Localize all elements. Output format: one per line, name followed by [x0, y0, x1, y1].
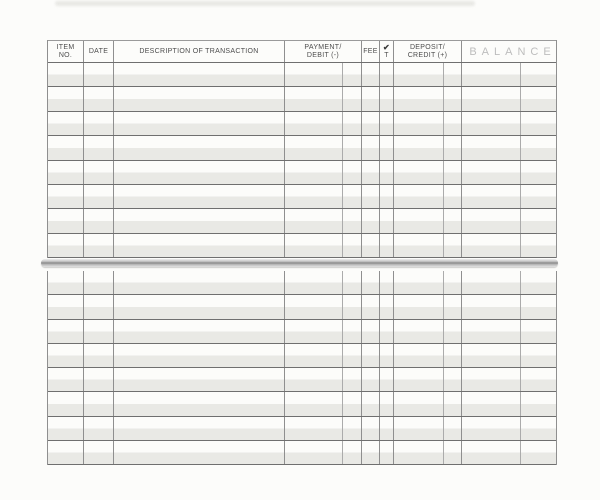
register-cell-bal-d — [462, 63, 521, 86]
register-cell-fee — [362, 63, 380, 86]
register-cell-chk — [380, 234, 394, 257]
register-cell-dep-c — [444, 161, 462, 184]
deposit-label-line1: DEPOSIT/ — [409, 43, 446, 51]
register-cell-date — [84, 209, 114, 232]
register-cell-chk — [380, 209, 394, 232]
register-cell-item — [48, 63, 84, 86]
register-cell-bal-d — [462, 344, 521, 367]
register-cell-pay-d — [285, 185, 343, 208]
register-row — [48, 63, 556, 87]
register-cell-date — [84, 136, 114, 159]
register-bottom-page — [47, 271, 557, 465]
register-cell-date — [84, 417, 114, 440]
register-cell-dep-c — [444, 417, 462, 440]
register-cell-chk — [380, 295, 394, 318]
register-cell-dep-d — [394, 295, 444, 318]
register-row — [48, 368, 556, 392]
item-no-label-line1: ITEM — [56, 43, 75, 51]
register-cell-dep-c — [444, 271, 462, 294]
register-row — [48, 344, 556, 368]
register-cell-pay-c — [343, 417, 362, 440]
fee-label: FEE — [363, 47, 378, 55]
register-cell-fee — [362, 392, 380, 415]
register-cell-pay-d — [285, 112, 343, 135]
date-label: DATE — [88, 47, 109, 55]
register-cell-dep-d — [394, 417, 444, 440]
register-cell-desc — [114, 320, 285, 343]
register-cell-item — [48, 185, 84, 208]
register-cell-dep-d — [394, 63, 444, 86]
register-cell-pay-d — [285, 271, 343, 294]
register-cell-dep-c — [444, 441, 462, 464]
register-cell-pay-d — [285, 368, 343, 391]
register-cell-dep-d — [394, 368, 444, 391]
register-cell-dep-d — [394, 344, 444, 367]
column-header-balance — [462, 41, 558, 62]
register-cell-bal-d — [462, 87, 521, 110]
register-row — [48, 136, 556, 160]
register-cell-date — [84, 112, 114, 135]
register-cell-dep-d — [394, 234, 444, 257]
register-cell-date — [84, 344, 114, 367]
register-cell-bal-c — [521, 185, 558, 208]
register-cell-item — [48, 320, 84, 343]
register-rows-top — [48, 63, 556, 258]
checkmark-icon: ✔ — [382, 42, 390, 52]
register-cell-dep-d — [394, 209, 444, 232]
register-cell-chk — [380, 344, 394, 367]
register-cell-pay-d — [285, 209, 343, 232]
register-row — [48, 320, 556, 344]
register-cell-chk — [380, 136, 394, 159]
register-cell-pay-d — [285, 87, 343, 110]
register-cell-pay-c — [343, 368, 362, 391]
register-cell-pay-c — [343, 87, 362, 110]
register-cell-bal-c — [521, 417, 558, 440]
payment-label-line1: PAYMENT/ — [304, 43, 342, 51]
register-cell-bal-c — [521, 161, 558, 184]
register-row — [48, 271, 556, 295]
register-cell-desc — [114, 441, 285, 464]
register-cell-pay-d — [285, 417, 343, 440]
register-cell-item — [48, 209, 84, 232]
register-cell-fee — [362, 295, 380, 318]
register-cell-bal-c — [521, 295, 558, 318]
register-cell-pay-c — [343, 344, 362, 367]
register-cell-pay-c — [343, 320, 362, 343]
register-header — [48, 40, 556, 63]
register-cell-item — [48, 271, 84, 294]
register-cell-bal-d — [462, 234, 521, 257]
register-row — [48, 234, 556, 258]
register-row — [48, 441, 556, 465]
register-cell-chk — [380, 87, 394, 110]
register-cell-dep-d — [394, 87, 444, 110]
register-cell-item — [48, 112, 84, 135]
register-cell-pay-d — [285, 320, 343, 343]
register-cell-date — [84, 392, 114, 415]
register-cell-fee — [362, 185, 380, 208]
register-cell-pay-c — [343, 185, 362, 208]
register-cell-chk — [380, 185, 394, 208]
register-row — [48, 209, 556, 233]
register-cell-pay-d — [285, 234, 343, 257]
register-cell-date — [84, 295, 114, 318]
register-top-page — [47, 40, 557, 258]
register-cell-bal-c — [521, 112, 558, 135]
register-cell-dep-c — [444, 234, 462, 257]
register-cell-bal-c — [521, 441, 558, 464]
register-cell-desc — [114, 209, 285, 232]
register-cell-fee — [362, 234, 380, 257]
register-cell-bal-d — [462, 392, 521, 415]
register-cell-dep-c — [444, 295, 462, 318]
register-cell-pay-c — [343, 112, 362, 135]
register-cell-bal-c — [521, 344, 558, 367]
register-cell-fee — [362, 271, 380, 294]
register-cell-date — [84, 87, 114, 110]
register-cell-desc — [114, 368, 285, 391]
register-cell-bal-c — [521, 271, 558, 294]
column-header-date — [84, 41, 114, 62]
item-no-label-line2: NO. — [58, 51, 73, 59]
register-cell-dep-d — [394, 136, 444, 159]
register-cell-chk — [380, 161, 394, 184]
register-cell-bal-c — [521, 136, 558, 159]
register-cell-fee — [362, 209, 380, 232]
register-cell-bal-c — [521, 209, 558, 232]
register-cell-item — [48, 344, 84, 367]
register-cell-fee — [362, 441, 380, 464]
column-header-item-no — [48, 41, 84, 62]
register-cell-fee — [362, 136, 380, 159]
register-cell-fee — [362, 87, 380, 110]
register-cell-desc — [114, 87, 285, 110]
register-cell-dep-d — [394, 441, 444, 464]
register-cell-pay-d — [285, 161, 343, 184]
register-cell-item — [48, 234, 84, 257]
register-cell-dep-d — [394, 112, 444, 135]
register-cell-item — [48, 417, 84, 440]
register-cell-dep-c — [444, 344, 462, 367]
register-cell-bal-d — [462, 441, 521, 464]
register-cell-desc — [114, 295, 285, 318]
register-cell-dep-d — [394, 161, 444, 184]
register-cell-dep-c — [444, 87, 462, 110]
register-cell-bal-d — [462, 271, 521, 294]
register-cell-chk — [380, 320, 394, 343]
register-cell-pay-d — [285, 392, 343, 415]
register-cell-item — [48, 295, 84, 318]
register-cell-fee — [362, 320, 380, 343]
register-cell-desc — [114, 271, 285, 294]
register-row — [48, 417, 556, 441]
register-cell-dep-d — [394, 320, 444, 343]
register-row — [48, 87, 556, 111]
register-cell-pay-c — [343, 209, 362, 232]
register-cell-fee — [362, 417, 380, 440]
register-cell-chk — [380, 392, 394, 415]
register-cell-bal-c — [521, 234, 558, 257]
register-cell-bal-d — [462, 209, 521, 232]
column-header-deposit-credit — [394, 41, 462, 62]
register-cell-desc — [114, 234, 285, 257]
register-cell-dep-c — [444, 185, 462, 208]
check-t-label: T — [384, 51, 389, 59]
register-rows-bottom — [48, 271, 556, 465]
register-cell-bal-c — [521, 392, 558, 415]
register-cell-dep-c — [444, 112, 462, 135]
register-cell-chk — [380, 368, 394, 391]
register-cell-pay-c — [343, 234, 362, 257]
register-cell-fee — [362, 112, 380, 135]
register-cell-date — [84, 368, 114, 391]
register-cell-dep-c — [444, 392, 462, 415]
register-cell-bal-c — [521, 87, 558, 110]
register-cell-item — [48, 161, 84, 184]
description-label: DESCRIPTION OF TRANSACTION — [139, 47, 259, 55]
column-header-payment-debit — [285, 41, 362, 62]
register-cell-item — [48, 87, 84, 110]
register-cell-date — [84, 185, 114, 208]
register-cell-dep-c — [444, 320, 462, 343]
register-cell-pay-c — [343, 271, 362, 294]
register-row — [48, 112, 556, 136]
register-cell-dep-d — [394, 185, 444, 208]
binding-divider-bar — [41, 259, 558, 267]
register-cell-desc — [114, 136, 285, 159]
register-cell-chk — [380, 441, 394, 464]
register-cell-chk — [380, 417, 394, 440]
register-cell-dep-c — [444, 136, 462, 159]
register-cell-desc — [114, 392, 285, 415]
register-cell-pay-d — [285, 295, 343, 318]
register-cell-dep-c — [444, 368, 462, 391]
register-cell-desc — [114, 112, 285, 135]
register-cell-pay-c — [343, 441, 362, 464]
register-cell-desc — [114, 344, 285, 367]
register-cell-pay-d — [285, 344, 343, 367]
payment-label-line2: DEBIT (-) — [306, 51, 340, 59]
register-cell-date — [84, 271, 114, 294]
register-cell-bal-d — [462, 161, 521, 184]
register-cell-bal-c — [521, 63, 558, 86]
register-row — [48, 295, 556, 319]
column-header-fee — [362, 41, 380, 62]
register-cell-dep-c — [444, 63, 462, 86]
register-cell-dep-c — [444, 209, 462, 232]
register-cell-pay-d — [285, 441, 343, 464]
register-cell-fee — [362, 368, 380, 391]
register-cell-bal-d — [462, 295, 521, 318]
register-cell-date — [84, 63, 114, 86]
register-cell-pay-d — [285, 63, 343, 86]
column-header-description — [114, 41, 285, 62]
register-cell-date — [84, 161, 114, 184]
register-cell-chk — [380, 112, 394, 135]
register-cell-bal-d — [462, 136, 521, 159]
register-row — [48, 392, 556, 416]
register-cell-pay-c — [343, 63, 362, 86]
register-cell-item — [48, 441, 84, 464]
deposit-label-line2: CREDIT (+) — [407, 51, 448, 59]
register-cell-bal-d — [462, 417, 521, 440]
register-cell-bal-d — [462, 368, 521, 391]
register-cell-chk — [380, 271, 394, 294]
register-cell-fee — [362, 161, 380, 184]
register-cell-date — [84, 320, 114, 343]
register-cell-pay-c — [343, 392, 362, 415]
register-cell-dep-d — [394, 392, 444, 415]
register-cell-date — [84, 234, 114, 257]
register-cell-bal-d — [462, 112, 521, 135]
register-cell-fee — [362, 344, 380, 367]
register-cell-bal-d — [462, 320, 521, 343]
register-cell-item — [48, 136, 84, 159]
register-cell-pay-c — [343, 295, 362, 318]
register-cell-desc — [114, 417, 285, 440]
register-cell-chk — [380, 63, 394, 86]
register-cell-date — [84, 441, 114, 464]
balance-label: BALANCE — [469, 45, 556, 58]
register-cell-dep-d — [394, 271, 444, 294]
scan-artifact-streak — [55, 1, 475, 6]
register-cell-item — [48, 368, 84, 391]
register-cell-pay-c — [343, 161, 362, 184]
register-cell-item — [48, 392, 84, 415]
register-cell-desc — [114, 63, 285, 86]
register-cell-bal-c — [521, 368, 558, 391]
register-cell-pay-d — [285, 136, 343, 159]
register-cell-desc — [114, 161, 285, 184]
register-cell-bal-c — [521, 320, 558, 343]
register-row — [48, 185, 556, 209]
register-cell-pay-c — [343, 136, 362, 159]
register-cell-desc — [114, 185, 285, 208]
register-row — [48, 161, 556, 185]
register-cell-bal-d — [462, 185, 521, 208]
column-header-check-t — [380, 41, 394, 62]
